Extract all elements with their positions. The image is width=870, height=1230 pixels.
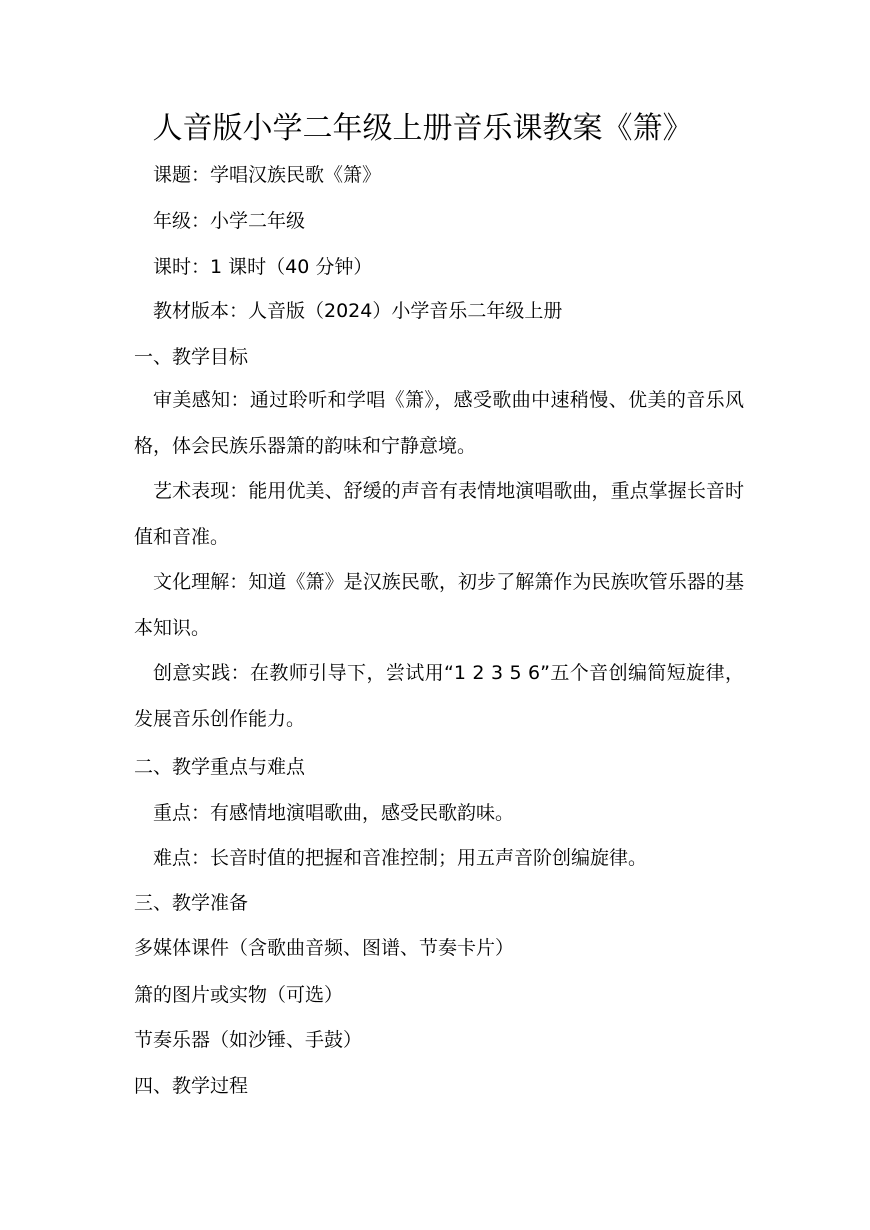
objective-aesthetic: 审美感知：通过聆听和学唱《箫》，感受歌曲中速稍慢、优美的音乐风格，体会民族乐器箫的韵味和宁静意境。 (134, 389, 744, 457)
info-edition: 教材版本：人音版（2024）小学音乐二年级上册 (153, 300, 563, 322)
info-topic: 课题：学唱汉族民歌《箫》 (153, 164, 382, 186)
objective-culture: 文化理解：知道《箫》是汉族民歌，初步了解箫作为民族吹管乐器的基本知识。 (134, 571, 744, 639)
objective-creative: 创意实践：在教师引导下，尝试用“1 2 3 5 6”五个音创编简短旋律，发展音乐创作能力。 (134, 662, 744, 730)
section-heading-objectives: 一、教学目标 (134, 346, 249, 368)
difficult-point: 难点：长音时值的把握和音准控制；用五声音阶创编旋律。 (153, 847, 648, 869)
section-heading-key-points: 二、教学重点与难点 (134, 756, 306, 778)
key-point: 重点：有感情地演唱歌曲，感受民歌韵味。 (153, 802, 515, 824)
preparation-item: 箫的图片或实物（可选） (134, 984, 344, 1006)
preparation-item: 多媒体课件（含歌曲音频、图谱、节奏卡片） (134, 937, 515, 959)
info-period: 课时：1 课时（40 分钟） (153, 256, 373, 278)
document-title: 人音版小学二年级上册音乐课教案《箫》 (152, 111, 693, 146)
info-grade: 年级：小学二年级 (153, 210, 306, 232)
preparation-item: 节奏乐器（如沙锤、手鼓） (134, 1029, 363, 1051)
section-heading-preparation: 三、教学准备 (134, 892, 249, 914)
objective-performance: 艺术表现：能用优美、舒缓的声音有表情地演唱歌曲，重点掌握长音时值和音准。 (134, 480, 744, 548)
section-heading-process: 四、教学过程 (134, 1075, 249, 1097)
